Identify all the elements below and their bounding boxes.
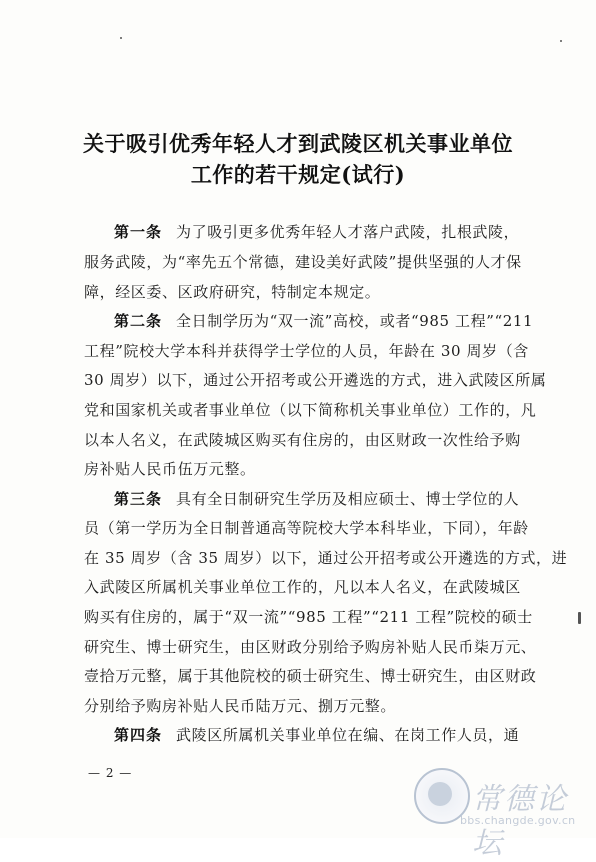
article-4-heading: 第四条: [114, 726, 163, 744]
article-2-text-1: 全日制学历为“双一流”高校，或者“985 工程”“211: [176, 312, 534, 330]
article-3-line-5: 购买有住房的，属于“双一流”“985 工程”“211 工程”院校的硕士: [84, 608, 533, 626]
scan-speck: [578, 612, 581, 624]
article-4-text-1: 武陵区所属机关事业单位在编、在岗工作人员，通: [176, 726, 520, 744]
document-title-line-2: 工作的若干规定(试行): [190, 162, 406, 187]
article-2-line-1: [114, 311, 533, 331]
article-2-line-4: 党和国家机关或者事业单位（以下简称机关事业单位）工作的，凡: [84, 401, 537, 419]
article-3-line-6: 研究生、博士研究生，由区财政分别给予购房补贴人民币柒万元、: [84, 638, 537, 656]
article-3-line-1: [114, 489, 519, 509]
scan-speck: [560, 40, 562, 42]
article-3-line-4: 入武陵区所属机关事业单位工作的，凡以本人名义，在武陵城区: [84, 578, 521, 596]
scan-speck: [120, 37, 122, 39]
article-1-line-1: [114, 222, 519, 242]
forum-watermark: [402, 768, 592, 861]
article-2-line-3: 30 周岁）以下，通过公开招考或公开遴选的方式，进入武陵区所属: [84, 371, 547, 389]
article-3-line-3: 在 35 周岁（含 35 周岁）以下，通过公开招考或公开遴选的方式，进: [84, 549, 568, 567]
article-2-line-2: 工程”院校大学本科并获得学士学位的人员，年龄在 30 周岁（含: [84, 342, 529, 360]
article-1-text-1: 为了吸引更多优秀年轻人才落户武陵，扎根武陵，: [176, 223, 520, 241]
article-3-line-8: 分别给予购房补贴人民币陆万元、捌万元整。: [84, 697, 397, 715]
article-1-line-2: 服务武陵，为“率先五个常德，建设美好武陵”提供坚强的人才保: [84, 253, 522, 271]
document-title-line-1: 关于吸引优秀年轻人才到武陵区机关事业单位: [83, 131, 513, 156]
article-1-line-3: 障，经区委、区政府研究，特制定本规定。: [84, 283, 381, 301]
article-2-line-6: 房补贴人民币伍万元整。: [84, 460, 256, 478]
watermark-url: bbs.changde.gov.cn: [460, 814, 576, 827]
article-3-text-1: 具有全日制研究生学历及相应硕士、博士学位的人: [176, 490, 520, 508]
article-2-line-5: 以本人名义，在武陵城区购买有住房的，由区财政一次性给予购: [84, 431, 521, 449]
watermark-title: 常德论坛: [472, 782, 568, 861]
article-1-heading: 第一条: [114, 223, 163, 241]
article-3-heading: 第三条: [114, 490, 163, 508]
page-number: — 2 —: [88, 766, 133, 780]
article-3-line-7: 壹拾万元整，属于其他院校的硕士研究生、博士研究生，由区财政: [84, 667, 537, 685]
article-2-heading: 第二条: [114, 312, 163, 330]
article-3-line-2: 员（第一学历为全日制普通高等院校大学本科毕业，下同），年龄: [84, 519, 529, 537]
article-4-line-1: [114, 725, 519, 745]
